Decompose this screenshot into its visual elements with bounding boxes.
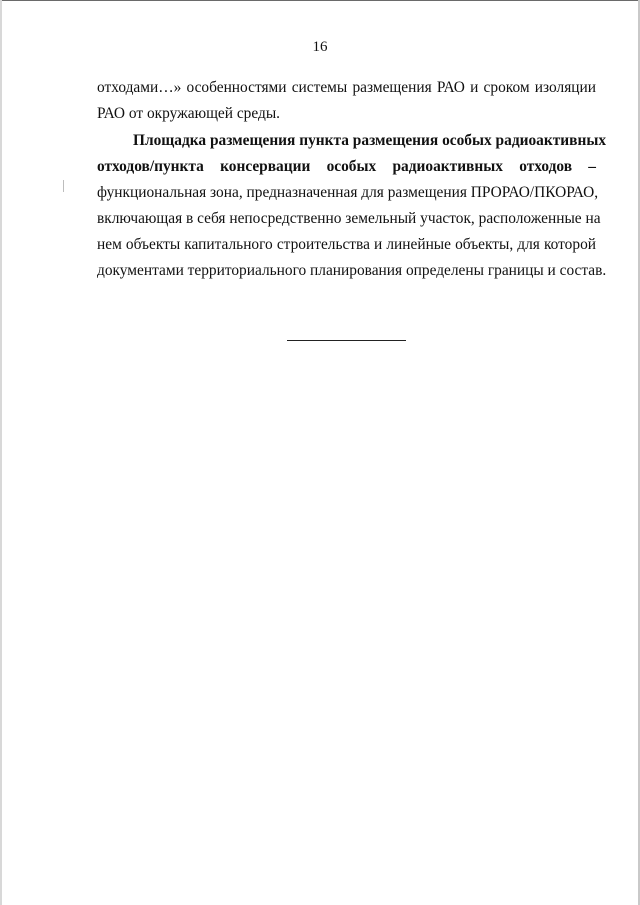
- scan-mark: [63, 180, 64, 192]
- paragraph-line: РАО от окружающей среды.: [97, 105, 281, 122]
- definition-body-line: включающая в себя непосредственно земельный участок, расположенные на: [97, 210, 601, 227]
- definition-body-line: документами территориального планирования определены границы и состав.: [97, 262, 607, 279]
- definition-term-line: [97, 154, 596, 180]
- scan-top-edge: [0, 0, 640, 1]
- scan-left-edge: [0, 0, 2, 905]
- paragraph-continuation: [97, 75, 596, 127]
- paragraph-line: отходами…» особенностями системы размещения РАО и сроком изоляции: [97, 79, 596, 96]
- page-number: 16: [312, 39, 328, 55]
- definition-paragraph: [97, 128, 607, 284]
- definition-dash: –: [588, 158, 596, 175]
- definition-term-line: Площадка размещения пункта размещения особых радиоактивных: [133, 132, 607, 149]
- definition-body-line: нем объекты капитального строительства и линейные объекты, для которой: [97, 236, 596, 253]
- end-separator-line: [287, 340, 406, 341]
- definition-body-line: функциональная зона, предназначенная для размещения ПРОРАО/ПКОРАО,: [97, 184, 599, 201]
- definition-term-text: отходов/пункта консервации особых радиоактивных отходов: [97, 158, 573, 175]
